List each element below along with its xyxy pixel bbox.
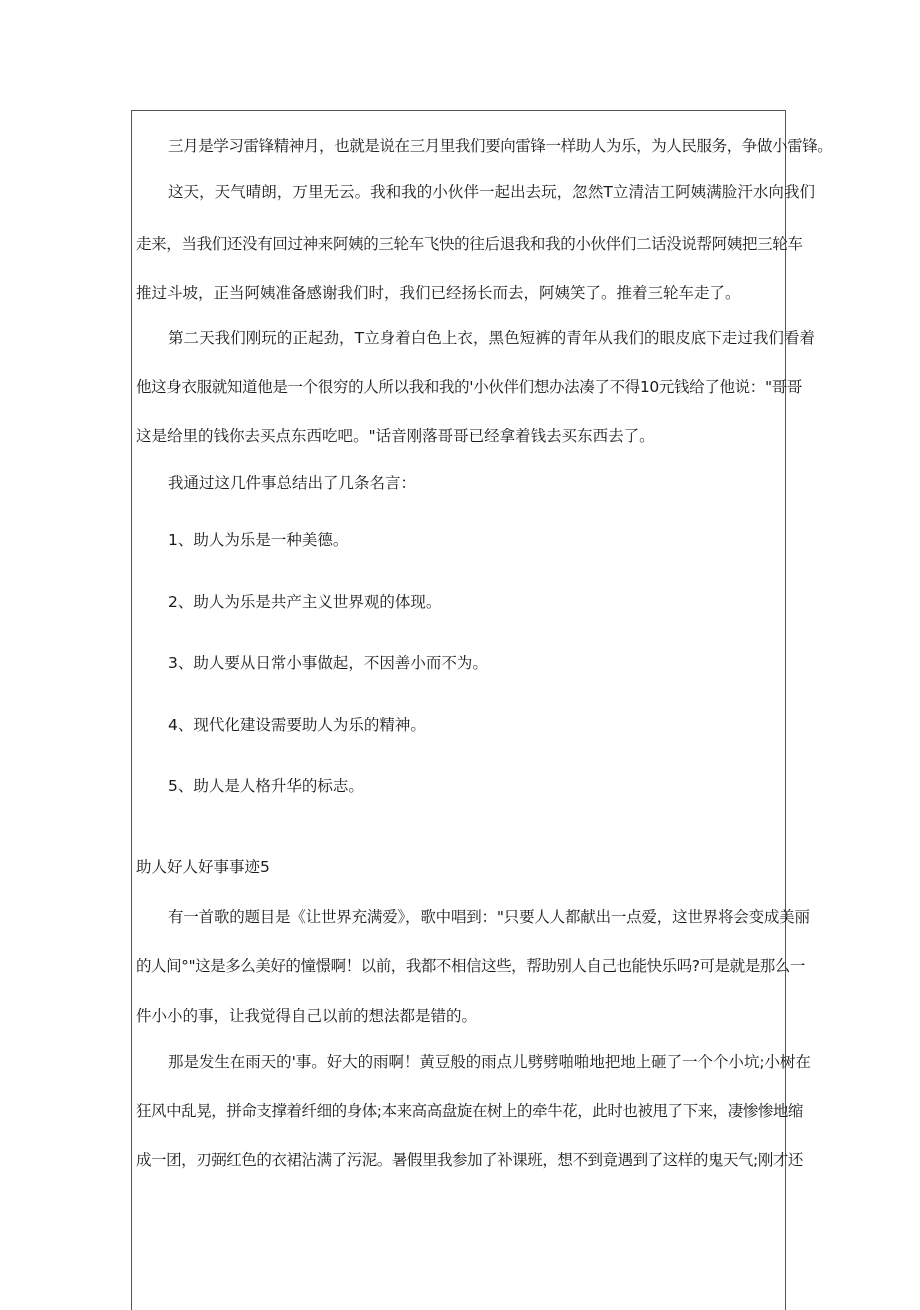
paragraph-3-line-2: 他这身衣服就知道他是一个很穷的人所以我和我的'小伙伴们想办法凑了不得10元钱给了他说："哥哥: [136, 378, 803, 396]
paragraph-5-line-1: 有一首歌的题目是《让世界充满爱》，歌中唱到："只要人人都献出一点爱，这世界将会变成美丽: [168, 908, 810, 926]
paragraph-3-line-1: 第二天我们刚玩的正起劲，T立身着白色上衣，黑色短裤的青年从我们的眼皮底下走过我们看着: [168, 329, 816, 347]
paragraph-2-line-3: 推过斗坡，正当阿姨准备感谢我们时，我们已经扬长而去，阿姨笑了。推着三轮车走了。: [136, 284, 741, 302]
saying-item-3: 3、助人要从日常小事做起，不因善小而不为。: [168, 654, 488, 672]
paragraph-2-line-1: 这天，天气晴朗，万里无云。我和我的小伙伴一起出去玩，忽然T立清洁工阿姨满脸汗水向我们: [168, 183, 816, 201]
saying-item-2: 2、助人为乐是共产主义世界观的体现。: [168, 593, 442, 611]
paragraph-1-line-1: 三月是学习雷锋精神月，也就是说在三月里我们要向雷锋一样助人为乐，为人民服务，争做小雷锋。: [168, 137, 833, 155]
paragraph-4-line-1: 我通过这几件事总结出了几条名言：: [168, 474, 417, 492]
saying-item-5: 5、助人是人格升华的标志。: [168, 777, 364, 795]
saying-item-1: 1、助人为乐是一种美德。: [168, 531, 349, 549]
saying-item-4: 4、现代化建设需要助人为乐的精神。: [168, 716, 426, 734]
paragraph-2-line-2: 走来，当我们还没有回过神来阿姨的三轮车飞快的往后退我和我的小伙伴们二话没说帮阿姨把三轮车: [136, 235, 803, 253]
paragraph-6-line-1: 那是发生在雨天的'事。好大的雨啊！黄豆般的雨点儿劈劈啪啪地把地上砸了一个个小坑;小树在: [168, 1053, 811, 1071]
paragraph-3-line-3: 这是给里的钱你去买点东西吃吧。"话音刚落哥哥已经拿着钱去买东西去了。: [136, 427, 655, 445]
paragraph-6-line-3: 成一团，刃弼红色的衣裙沾满了污泥。暑假里我参加了补课班，想不到竟遇到了这样的鬼天气;刚才还: [136, 1151, 803, 1169]
paragraph-6-line-2: 狂风中乱晃，拼命支撑着纤细的身体;本来高高盘旋在树上的牵牛花，此时也被甩了下来，凄惨惨地缩: [136, 1102, 803, 1120]
section-title: 助人好人好事事迹5: [136, 858, 270, 876]
paragraph-5-line-3: 件小小的事，让我觉得自己以前的想法都是错的。: [136, 1007, 478, 1025]
paragraph-5-line-2: 的人间°"这是多么美好的憧憬啊！以前，我都不相信这些，帮助别人自己也能快乐吗?可是就是那么一: [136, 957, 805, 975]
